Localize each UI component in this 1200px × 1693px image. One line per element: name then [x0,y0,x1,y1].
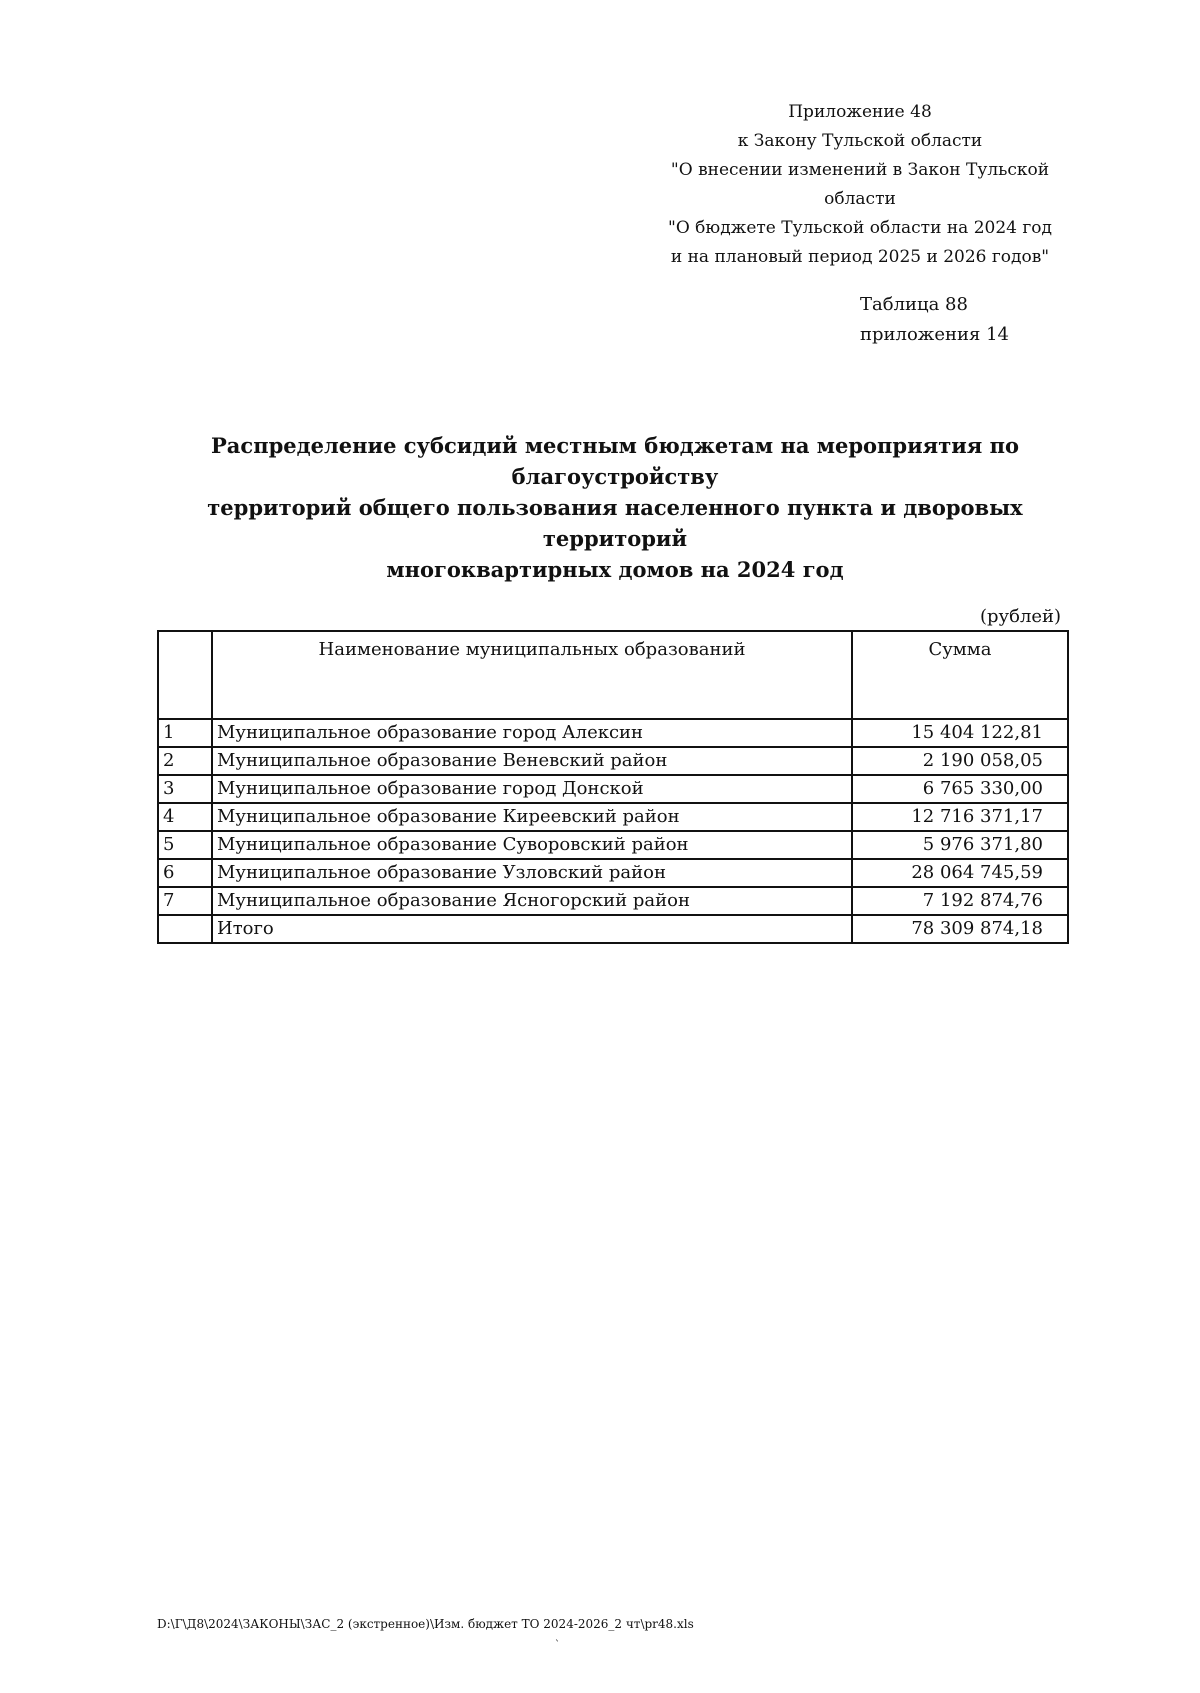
table-row [158,803,1068,831]
appendix-header [640,98,1080,272]
table-number: Таблица 88 [860,294,968,315]
title-line: многоквартирных домов на 2024 год [386,557,844,582]
row-name: Муниципальное образование Узловский район [212,859,852,887]
row-num: 1 [158,719,212,747]
row-name: Муниципальное образование город Алексин [212,719,852,747]
row-num: 3 [158,775,212,803]
row-sum: 15 404 122,81 [852,719,1068,747]
total-label: Итого [212,915,852,943]
table-total-row [158,915,1068,943]
table-row [158,887,1068,915]
row-num: 5 [158,831,212,859]
table-row [158,775,1068,803]
row-name: Муниципальное образование Киреевский район [212,803,852,831]
row-sum: 7 192 874,76 [852,887,1068,915]
total-sum: 78 309 874,18 [852,915,1068,943]
row-num: 7 [158,887,212,915]
row-num: 2 [158,747,212,775]
appendix-line: Приложение 48 [788,102,932,122]
row-sum: 2 190 058,05 [852,747,1068,775]
row-name: Муниципальное образование Веневский район [212,747,852,775]
table-row [158,719,1068,747]
appendix-number: приложения 14 [860,324,1009,345]
appendix-line: к Закону Тульской области [737,131,983,151]
row-sum: 5 976 371,80 [852,831,1068,859]
row-name: Муниципальное образование Ясногорский район [212,887,852,915]
header-num [158,631,212,719]
appendix-line: "О внесении изменений в Закон Тульской области [670,160,1050,209]
unit-label: (рублей) [980,606,1062,627]
header-name: Наименование муниципальных образований [212,631,852,719]
appendix-line: и на плановый период 2025 и 2026 годов" [670,247,1050,267]
row-sum: 12 716 371,17 [852,803,1068,831]
subsidy-table [157,630,1069,944]
stray-mark: ` [555,1640,560,1651]
row-num: 6 [158,859,212,887]
table-header-row [158,631,1068,719]
title-line: территорий общего пользования населенного пункта и дворовых территорий [207,495,1023,551]
total-num [158,915,212,943]
appendix-line: "О бюджете Тульской области на 2024 год [668,218,1052,238]
file-path-footer: D:\Г\Д8\2024\ЗАКОНЫ\ЗАС_2 (экстренное)\Изм. бюджет ТО 2024-2026_2 чт\pr48.xls [157,1617,694,1631]
table-row [158,747,1068,775]
row-num: 4 [158,803,212,831]
row-name: Муниципальное образование город Донской [212,775,852,803]
row-name: Муниципальное образование Суворовский район [212,831,852,859]
document-title [150,430,1080,585]
row-sum: 28 064 745,59 [852,859,1068,887]
title-line: Распределение субсидий местным бюджетам на мероприятия по благоустройству [211,433,1019,489]
table-row [158,859,1068,887]
header-sum: Сумма [852,631,1068,719]
table-row [158,831,1068,859]
table-reference [860,290,1009,350]
row-sum: 6 765 330,00 [852,775,1068,803]
